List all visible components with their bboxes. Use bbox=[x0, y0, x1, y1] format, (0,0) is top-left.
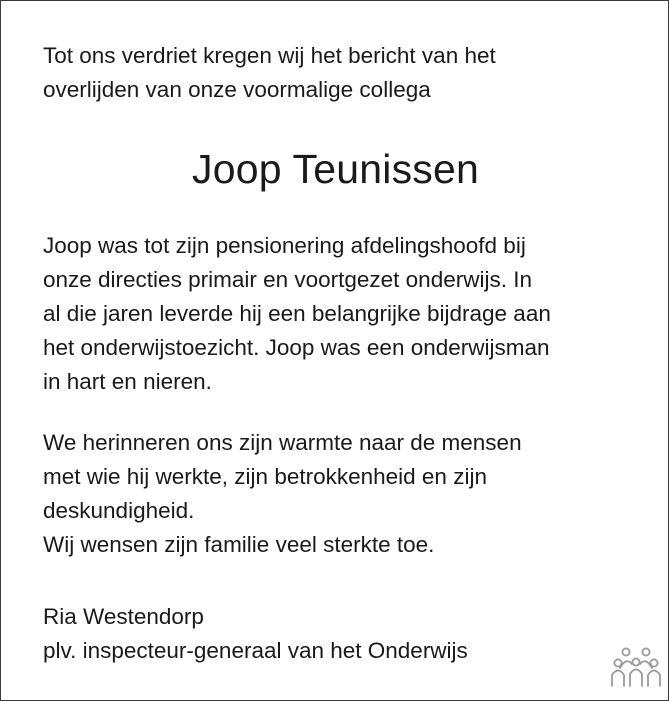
remembrance-line: met wie hij werkte, zijn betrokkenheid en zijn bbox=[43, 464, 487, 489]
people-group-icon bbox=[611, 646, 661, 688]
deceased-name: Joop Teunissen bbox=[192, 146, 479, 192]
tribute-line: onze directies primair en voortgezet onderwijs. In bbox=[43, 267, 532, 292]
signature-block bbox=[43, 600, 633, 668]
tribute-line: in hart en nieren. bbox=[43, 369, 212, 394]
remembrance-line: We herinneren ons zijn warmte naar de mensen bbox=[43, 430, 522, 455]
intro-text bbox=[43, 39, 633, 107]
tribute-line: Joop was tot zijn pensionering afdelingshoofd bij bbox=[43, 233, 526, 258]
remembrance-line: deskundigheid. bbox=[43, 498, 195, 523]
tribute-line: al die jaren leverde hij een belangrijke bijdrage aan bbox=[43, 301, 551, 326]
tribute-paragraph bbox=[43, 229, 633, 399]
intro-line: Tot ons verdriet kregen wij het bericht van het bbox=[43, 43, 496, 68]
signature-title: plv. inspecteur-generaal van het Onderwijs bbox=[43, 638, 468, 663]
tribute-line: het onderwijstoezicht. Joop was een onderwijsman bbox=[43, 335, 550, 360]
signature-name: Ria Westendorp bbox=[43, 604, 204, 629]
remembrance-paragraph bbox=[43, 426, 633, 562]
intro-line: overlijden van onze voormalige collega bbox=[43, 77, 431, 102]
remembrance-line: Wij wensen zijn familie veel sterkte toe. bbox=[43, 532, 435, 557]
